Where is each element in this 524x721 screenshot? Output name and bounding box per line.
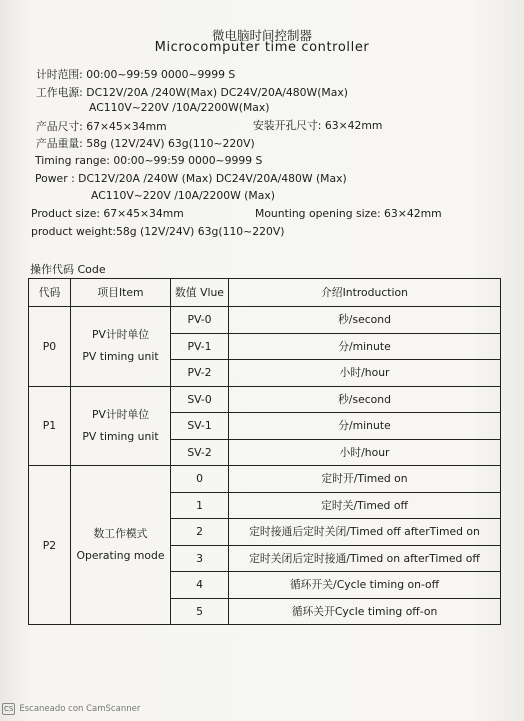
- spec-cn-power-2: AC110V~220V /10A/2200W(Max): [89, 101, 270, 114]
- code-section-title: 操作代码 Code: [30, 263, 106, 276]
- intro-cell: 分/minute: [229, 333, 501, 360]
- item-cell: [71, 386, 171, 466]
- code-table: [28, 278, 501, 625]
- code-cell: P1: [29, 386, 71, 466]
- header-introduction: 介绍Introduction: [229, 279, 501, 307]
- item-cell: [71, 466, 171, 625]
- intro-cell: 循环关开Cycle timing off-on: [229, 598, 501, 625]
- value-cell: 0: [171, 466, 229, 493]
- item-cell: [71, 307, 171, 387]
- item-en: PV timing unit: [82, 350, 159, 364]
- camscanner-logo-icon: CS: [4, 705, 14, 713]
- code-cell: P0: [29, 307, 71, 387]
- value-cell: 1: [171, 492, 229, 519]
- spec-en-mount: Mounting opening size: 63×42mm: [255, 207, 442, 220]
- intro-cell: 小时/hour: [229, 360, 501, 387]
- intro-cell: 秒/second: [229, 386, 501, 413]
- spec-en-weight: product weight:58g (12V/24V) 63g(110~220V): [31, 225, 285, 238]
- value-cell: 4: [171, 572, 229, 599]
- table-header-row: [29, 279, 501, 307]
- title-chinese: 微电脑时间控制器: [211, 28, 312, 43]
- table-row: [29, 466, 501, 493]
- spec-en-power-2: AC110V~220V /10A/2200W (Max): [91, 189, 275, 202]
- value-cell: 5: [171, 598, 229, 625]
- spec-cn-power-1: 工作电源: DC12V/20A /240W(Max) DC24V/20A/480W(Max): [36, 86, 348, 99]
- spec-cn-weight: 产品重量: 58g (12V/24V) 63g(110~220V): [36, 137, 255, 150]
- item-cn: PV计时单位: [91, 328, 150, 342]
- scanner-watermark-text: Escaneado con CamScanner: [19, 704, 141, 714]
- intro-cell: 定时开/Timed on: [229, 466, 501, 493]
- intro-cell: 定时关/Timed off: [229, 492, 501, 519]
- item-cn: PV计时单位: [91, 407, 150, 421]
- item-cn: 数工作模式: [93, 527, 148, 540]
- value-cell: PV-2: [171, 360, 229, 387]
- intro-cell: 分/minute: [229, 413, 501, 440]
- intro-cell: 定时关闭后定时接通/Timed on afterTimed off: [229, 545, 501, 572]
- spec-cn-size: 产品尺寸: 67×45×34mm: [36, 120, 167, 133]
- header-value: 数值 Vlue: [171, 279, 229, 307]
- header-code: 代码: [29, 279, 71, 307]
- spec-en-power-1: Power : DC12V/20A /240W (Max) DC24V/20A/480W (Max): [35, 172, 347, 185]
- scanner-watermark: [2, 703, 140, 715]
- spec-en-timing: Timing range: 00:00~99:59 0000~9999 S: [35, 154, 263, 167]
- value-cell: PV-1: [171, 333, 229, 360]
- intro-cell: 小时/hour: [229, 439, 501, 466]
- code-cell: P2: [29, 466, 71, 625]
- item-en: PV timing unit: [82, 429, 159, 443]
- value-cell: 2: [171, 519, 229, 546]
- spec-cn-timing: 计时范围: 00:00~99:59 0000~9999 S: [36, 68, 236, 81]
- intro-cell: 循环开关/Cycle timing on-off: [229, 572, 501, 599]
- table-row: [29, 307, 501, 334]
- table-row: [29, 386, 501, 413]
- value-cell: 3: [171, 545, 229, 572]
- item-en: Operating mode: [76, 549, 165, 562]
- value-cell: PV-0: [171, 307, 229, 334]
- spec-en-size: Product size: 67×45×34mm: [31, 207, 184, 220]
- value-cell: SV-0: [171, 386, 229, 413]
- spec-cn-mount: 安装开孔尺寸: 63×42mm: [253, 119, 383, 132]
- intro-cell: 秒/second: [229, 307, 501, 334]
- title-english: Microcomputer time controller: [154, 40, 370, 55]
- intro-cell: 定时接通后定时关闭/Timed off afterTimed on: [229, 519, 501, 546]
- header-item: 项目Item: [71, 279, 171, 307]
- value-cell: SV-2: [171, 439, 229, 466]
- value-cell: SV-1: [171, 413, 229, 440]
